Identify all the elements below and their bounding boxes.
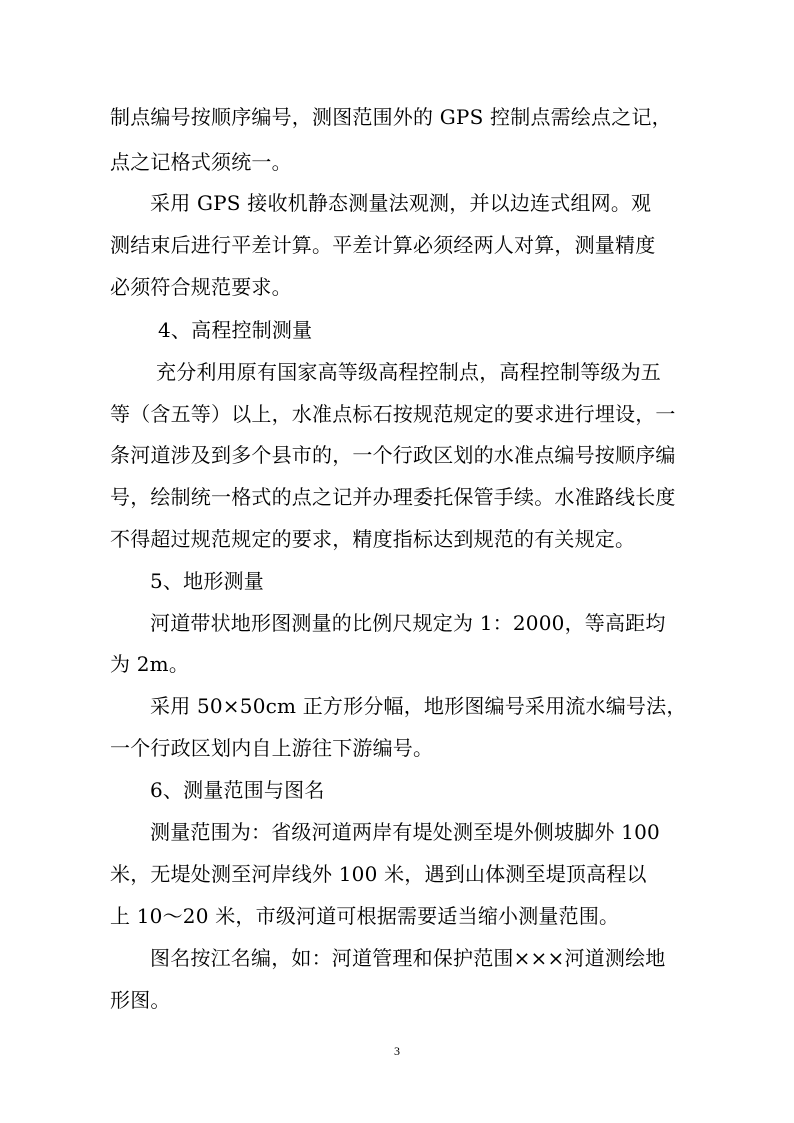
paragraph-5-line-1: 河道带状地形图测量的比例尺规定为 1：2000，等高距均 <box>150 611 666 635</box>
paragraph-4-line-2: 等（含五等）以上，水准点标石按规范规定的要求进行埋设，一 <box>110 402 676 426</box>
paragraph-4-line-3: 条河道涉及到多个县市的，一个行政区划的水准点编号按顺序编 <box>110 443 676 467</box>
paragraph-8-line-1: 测量范围为：省级河道两岸有堤处测至堤外侧坡脚外 100 <box>150 820 660 844</box>
paragraph-2-line-1: 采用 GPS 接收机静态测量法观测，并以边连式组网。观 <box>150 191 652 215</box>
section-heading-4: 4、高程控制测量 <box>158 318 313 342</box>
section-heading-6: 6、测量范围与图名 <box>150 778 325 802</box>
page-number: 3 <box>394 1044 400 1058</box>
paragraph-6-line-2: 一个行政区划内自上游往下游编号。 <box>110 736 434 760</box>
paragraph-4-line-1: 充分利用原有国家高等级高程控制点，高程控制等级为五 <box>156 360 661 384</box>
paragraph-9-line-2: 形图。 <box>110 988 171 1012</box>
paragraph-2-line-2: 测结束后进行平差计算。平差计算必须经两人对算，测量精度 <box>110 233 656 257</box>
paragraph-6-line-1: 采用 50×50cm 正方形分幅，地形图编号采用流水编号法， <box>150 694 687 718</box>
section-heading-5: 5、地形测量 <box>150 569 264 593</box>
paragraph-8-line-2: 米，无堤处测至河岸线外 100 米，遇到山体测至堤顶高程以 <box>110 862 647 886</box>
paragraph-5-line-2: 为 2m。 <box>110 652 190 676</box>
paragraph-4-line-5: 不得超过规范规定的要求，精度指标达到规范的有关规定。 <box>110 527 636 551</box>
paragraph-2-line-3: 必须符合规范要求。 <box>110 275 292 299</box>
paragraph-1-line-1: 制点编号按顺序编号，测图范围外的 GPS 控制点需绘点之记， <box>110 105 672 129</box>
paragraph-4-line-4: 号，绘制统一格式的点之记并办理委托保管手续。水准路线长度 <box>110 485 676 509</box>
paragraph-1-line-2: 点之记格式须统一。 <box>110 150 292 174</box>
paragraph-9-line-1: 图名按江名编，如：河道管理和保护范围×××河道测绘地 <box>150 946 666 970</box>
paragraph-8-line-3: 上 10～20 米，市级河道可根据需要适当缩小测量范围。 <box>110 904 620 928</box>
